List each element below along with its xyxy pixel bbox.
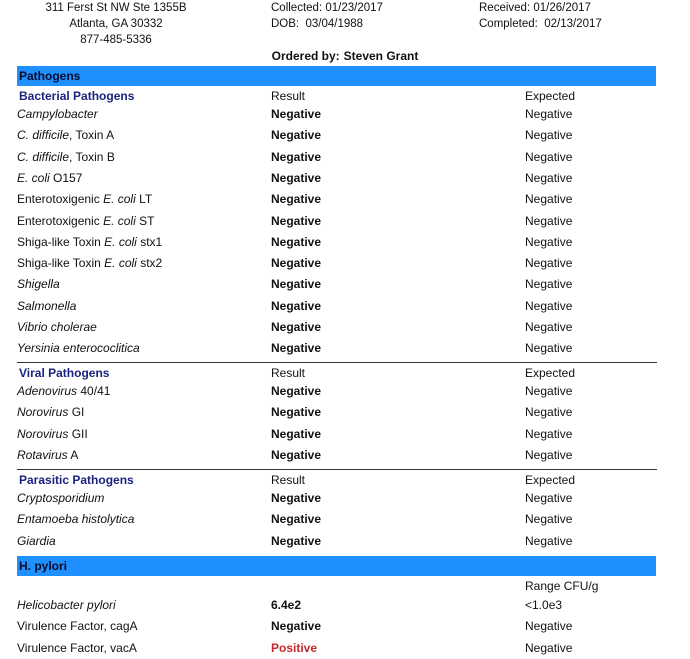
table-row <box>17 616 657 637</box>
table-row <box>17 147 657 168</box>
test-expected: Negative <box>525 213 573 228</box>
test-name-italic: Vibrio cholerae <box>17 320 97 334</box>
collection-info <box>271 0 383 32</box>
test-name <box>17 211 154 232</box>
test-name-italic: Adenovirus <box>17 384 78 398</box>
completed-date: 02/13/2017 <box>544 18 602 30</box>
test-name-suffix: , Toxin B <box>69 149 115 164</box>
test-name-italic: E. coli <box>103 192 136 207</box>
test-name <box>17 338 140 359</box>
test-name-suffix: LT <box>135 192 153 207</box>
test-name <box>17 445 78 466</box>
test-name-italic: E. coli <box>17 170 50 185</box>
test-name <box>17 509 134 530</box>
test-name-italic: Helicobacter pylori <box>17 598 116 612</box>
test-name-prefix: Enterotoxigenic <box>17 192 104 207</box>
test-result: Negative <box>271 384 322 398</box>
table-row <box>17 168 657 189</box>
test-expected: Negative <box>525 512 573 527</box>
ordered-by <box>0 49 690 63</box>
test-result: Positive <box>271 640 318 655</box>
test-name <box>17 317 97 338</box>
test-expected: Negative <box>525 128 573 143</box>
test-name-prefix: Virulence Factor, cagA <box>17 619 138 634</box>
test-name-italic: Salmonella <box>17 298 77 313</box>
test-name-suffix: , Toxin A <box>69 128 115 143</box>
test-result: Negative <box>271 213 322 228</box>
expected-header: Expected <box>525 366 576 380</box>
test-expected: Negative <box>525 234 573 249</box>
test-name <box>17 274 60 295</box>
table-row <box>17 402 657 423</box>
test-expected: Negative <box>525 277 573 292</box>
table-row <box>17 296 657 317</box>
test-name <box>17 232 162 253</box>
test-result: Negative <box>271 234 322 249</box>
result-header: Result <box>271 473 306 487</box>
ordered-by-label: Ordered by: <box>271 49 340 63</box>
test-name <box>17 147 115 168</box>
test-name-italic: E. coli <box>104 256 137 271</box>
table-row <box>17 253 657 274</box>
test-result: 6.4e2 <box>271 598 302 612</box>
table-row <box>17 125 657 146</box>
test-result: Negative <box>271 533 322 548</box>
test-result: Negative <box>271 128 322 143</box>
test-name <box>17 125 114 146</box>
table-row <box>17 381 657 402</box>
test-name <box>17 402 84 423</box>
table-row <box>17 232 657 253</box>
test-expected: Negative <box>525 384 573 398</box>
table-row <box>17 189 657 210</box>
test-name <box>17 253 162 274</box>
test-result: Negative <box>271 170 322 185</box>
test-result: Negative <box>271 341 322 356</box>
test-name-italic: Campylobacter <box>17 107 98 121</box>
table-row <box>17 638 657 659</box>
test-name-italic: Norovirus <box>17 405 69 420</box>
test-name <box>17 531 56 552</box>
test-name <box>17 595 116 616</box>
test-expected: <1.0e3 <box>525 598 563 612</box>
test-name-suffix: GII <box>68 426 88 441</box>
bacterial-title: Bacterial Pathogens <box>19 89 135 103</box>
test-expected: Negative <box>525 426 573 441</box>
dob-date: 03/04/1988 <box>305 18 364 30</box>
completed-label: Completed: <box>479 18 538 30</box>
test-name-italic: Shigella <box>17 277 60 292</box>
table-row <box>17 274 657 295</box>
viral-title: Viral Pathogens <box>19 366 110 380</box>
test-name-italic: C. difficile <box>17 128 70 143</box>
test-expected: Negative <box>525 341 573 356</box>
test-result: Negative <box>271 619 322 634</box>
test-name-italic: Yersinia enterococlitica <box>17 341 140 356</box>
test-name <box>17 638 137 659</box>
test-result: Negative <box>271 149 322 164</box>
test-name-italic: Giardia <box>17 533 56 548</box>
test-result: Negative <box>271 491 322 505</box>
test-result: Negative <box>271 298 322 313</box>
received-date: 01/26/2017 <box>533 2 591 14</box>
table-row <box>17 317 657 338</box>
address-phone: 877-485-5336 <box>80 34 152 46</box>
test-result: Negative <box>271 320 322 334</box>
test-name-suffix: GI <box>68 405 85 420</box>
test-expected: Negative <box>525 447 573 462</box>
address-line-2: Atlanta, GA 30332 <box>69 18 163 30</box>
table-row <box>17 424 657 445</box>
test-expected: Negative <box>525 405 573 420</box>
test-name-suffix: ST <box>135 213 155 228</box>
test-result: Negative <box>271 405 322 420</box>
dob-label: DOB: <box>271 18 300 30</box>
expected-header: Expected <box>525 473 576 487</box>
test-result: Negative <box>271 192 322 207</box>
test-name <box>17 189 152 210</box>
table-row <box>17 104 657 125</box>
lab-address <box>0 0 232 48</box>
test-expected: Negative <box>525 320 573 334</box>
test-name <box>17 424 88 445</box>
pathogens-section-bar: Pathogens <box>17 66 656 86</box>
test-expected: Negative <box>525 256 573 271</box>
test-result: Negative <box>271 277 322 292</box>
test-name-prefix: Shiga-like Toxin <box>17 234 105 249</box>
test-result: Negative <box>271 426 322 441</box>
table-row <box>17 595 657 616</box>
test-expected: Negative <box>525 149 573 164</box>
received-label: Received: <box>479 2 531 14</box>
test-name-suffix: stx1 <box>136 234 163 249</box>
test-name-prefix: Enterotoxigenic <box>17 213 104 228</box>
ordered-by-name: Steven Grant <box>343 49 419 63</box>
table-row <box>17 338 657 359</box>
test-name-italic: Rotavirus <box>17 447 68 462</box>
test-name-prefix: Shiga-like Toxin <box>17 256 105 271</box>
test-name <box>17 104 98 125</box>
test-name <box>17 296 76 317</box>
result-header: Result <box>271 366 306 380</box>
test-name-suffix: A <box>67 447 79 462</box>
test-result: Negative <box>271 256 322 271</box>
test-name-prefix: Virulence Factor, vacA <box>17 640 137 655</box>
test-name <box>17 488 104 509</box>
test-name <box>17 168 82 189</box>
range-header-row <box>17 576 657 597</box>
test-expected: Negative <box>525 298 573 313</box>
test-name-italic: C. difficile <box>17 149 70 164</box>
expected-header: Expected <box>525 89 576 103</box>
test-name-suffix: stx2 <box>136 256 163 271</box>
test-name-italic: Entamoeba histolytica <box>17 512 135 527</box>
test-name-italic: E. coli <box>104 234 137 249</box>
test-result: Negative <box>271 512 322 527</box>
collected-date: 01/23/2017 <box>325 2 383 14</box>
test-expected: Negative <box>525 107 573 121</box>
table-row <box>17 211 657 232</box>
test-expected: Negative <box>525 533 573 548</box>
test-expected: Negative <box>525 491 573 505</box>
test-result: Negative <box>271 107 322 121</box>
address-line-1: 311 Ferst St NW Ste 1355B <box>45 2 187 14</box>
test-result: Negative <box>271 447 322 462</box>
range-header: Range CFU/g <box>525 579 599 593</box>
test-name <box>17 381 110 402</box>
hpylori-section-bar: H. pylori <box>17 556 656 576</box>
test-expected: Negative <box>525 170 573 185</box>
test-name-italic: Norovirus <box>17 426 69 441</box>
test-expected: Negative <box>525 619 573 634</box>
parasitic-title: Parasitic Pathogens <box>19 473 134 487</box>
collected-label: Collected: <box>271 2 323 14</box>
test-name-suffix: O157 <box>49 170 83 185</box>
result-header: Result <box>271 89 306 103</box>
table-row <box>17 445 657 466</box>
test-expected: Negative <box>525 640 573 655</box>
received-info <box>479 0 602 32</box>
test-name-italic: E. coli <box>103 213 136 228</box>
test-expected: Negative <box>525 192 573 207</box>
test-name <box>17 616 138 637</box>
table-row <box>17 531 657 552</box>
test-name-suffix: 40/41 <box>77 384 111 398</box>
table-row <box>17 488 657 509</box>
table-row <box>17 509 657 530</box>
test-name-italic: Cryptosporidium <box>17 491 105 505</box>
